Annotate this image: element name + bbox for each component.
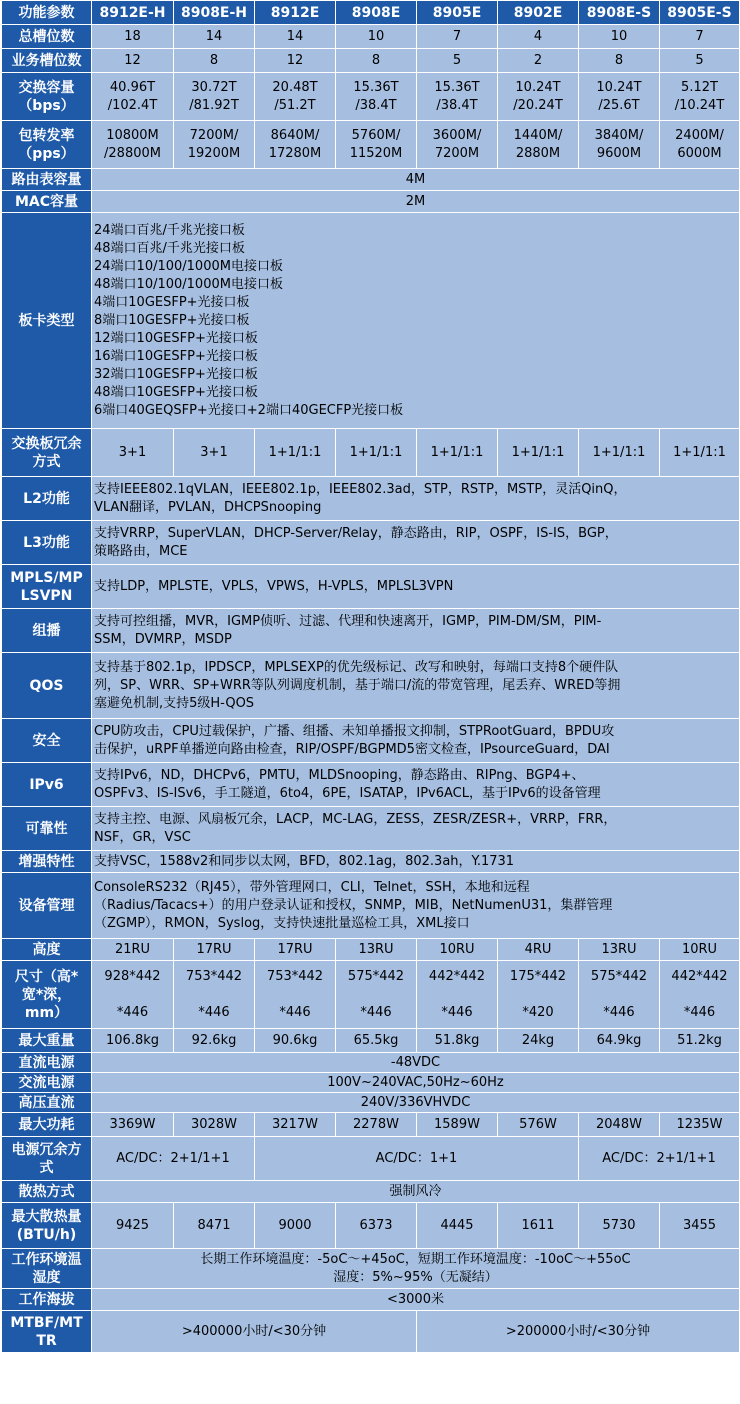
- size-value: [255, 961, 336, 1029]
- row-label: [2, 121, 92, 169]
- row-label: 业务槽位数: [2, 49, 92, 73]
- text-line: 击保护，uRPF单播逆向路由检查，RIP/OSPF/BGPMD5密文检查，IPsourceGuard，DAI: [94, 741, 610, 757]
- row-qos: [2, 653, 740, 719]
- cell-line: 10800M: [106, 127, 159, 143]
- power-redundancy-group-a: AC/DC：2+1/1+1: [92, 1137, 255, 1181]
- text-line: 支持LDP，MPLSTE，VPLS，VPWS，H-VPLS，MPLSL3VPN: [94, 578, 454, 594]
- forwarding-rate-value: [255, 121, 336, 169]
- text-line: 策略路由，MCE: [94, 543, 188, 559]
- management-features: [92, 873, 740, 939]
- row-heat: [2, 1203, 740, 1249]
- row-weight: [2, 1029, 740, 1053]
- row-label: MAC容量: [2, 191, 92, 213]
- height-value: 17RU: [255, 939, 336, 961]
- cell-line: 7200M/: [189, 127, 239, 143]
- forwarding-rate-value: [417, 121, 498, 169]
- row-management: [2, 873, 740, 939]
- cell-line: /81.92T: [189, 97, 239, 113]
- height-value: 21RU: [92, 939, 174, 961]
- slot-count: 7: [660, 25, 740, 49]
- heat-value: 1611: [498, 1203, 579, 1249]
- service-slot-count: 2: [498, 49, 579, 73]
- slot-count: 10: [579, 25, 660, 49]
- row-reliability: [2, 807, 740, 851]
- row-label-line: （pps）: [18, 145, 75, 162]
- cell-line: 5760M/: [351, 127, 401, 143]
- row-label: 高度: [2, 939, 92, 961]
- row-label: 最大重量: [2, 1029, 92, 1053]
- row-label-line: 包转发率: [18, 127, 75, 144]
- switch-redundancy-value: 1+1/1:1: [336, 429, 417, 477]
- row-label: 工作海拔: [2, 1289, 92, 1311]
- cell-line: *446: [360, 1004, 392, 1020]
- cell-line: [94, 986, 171, 1004]
- row-label: [2, 1137, 92, 1181]
- cell-line: /38.4T: [436, 97, 478, 113]
- cell-line: 753*442: [266, 968, 324, 984]
- text-line: 24端口百兆/千兆光接口板: [94, 222, 245, 238]
- row-label-line: 湿度: [32, 1269, 61, 1286]
- cell-line: 442*442: [671, 968, 728, 984]
- row-ac-power: [2, 1073, 740, 1093]
- text-line: 支持VRRP，SuperVLAN，DHCP-Server/Relay，静态路由，RIP，OSPF，IS-IS，BGP，: [94, 525, 618, 541]
- text-line: 6端口40GEQSFP+光接口+2端口40GECFP光接口板: [94, 402, 404, 418]
- cell-line: 928*442: [104, 968, 161, 984]
- row-multicast: [2, 609, 740, 653]
- model-header: 8908E-S: [579, 1, 660, 25]
- altitude-value: <3000米: [92, 1289, 740, 1311]
- text-line: （ZGMP），RMON，Syslog，支持快速批量巡检工具，XML接口: [94, 915, 470, 931]
- cell-line: 575*442: [347, 968, 405, 984]
- row-label-line: 交换板冗余: [11, 435, 82, 452]
- mpls-features: [92, 565, 740, 609]
- row-environment: [2, 1249, 740, 1289]
- slot-count: 10: [336, 25, 417, 49]
- row-label: 最大功耗: [2, 1113, 92, 1137]
- route-table-value: 4M: [92, 169, 740, 191]
- cell-line: /20.24T: [513, 97, 563, 113]
- cell-line: 9600M: [596, 145, 642, 161]
- row-mac: [2, 191, 740, 213]
- row-label: 板卡类型: [2, 213, 92, 429]
- cell-line: *446: [603, 1004, 635, 1020]
- spec-table: [1, 0, 740, 1353]
- text-line: 支持IEEE802.1qVLAN，IEEE802.1p，IEEE802.3ad，STP，RSTP，MSTP，灵活QinQ，: [94, 481, 627, 497]
- cell-line: 7200M: [434, 145, 480, 161]
- text-line: 支持VSC，1588v2和同步以太网，BFD，802.1ag，802.3ah，Y.1731: [94, 853, 515, 869]
- row-label: [2, 73, 92, 121]
- max-power-value: 576W: [498, 1113, 579, 1137]
- forwarding-rate-value: [660, 121, 740, 169]
- text-line: OSPFv3、IS-ISv6，手工隧道，6to4，6PE，ISATAP，IPv6ACL，基于IPv6的设备管理: [94, 785, 601, 801]
- row-label-line: MPLS/MP: [10, 569, 83, 586]
- weight-value: 24kg: [498, 1029, 579, 1053]
- row-label-line: 工作环境温: [11, 1251, 82, 1268]
- service-slot-count: 12: [255, 49, 336, 73]
- size-value: [579, 961, 660, 1029]
- cell-line: 575*442: [590, 968, 648, 984]
- row-label-line: 尺寸（高*: [14, 968, 79, 985]
- height-value: 13RU: [579, 939, 660, 961]
- switch-redundancy-value: 1+1/1:1: [417, 429, 498, 477]
- row-label: [2, 1203, 92, 1249]
- text-line: 16端口10GESFP+光接口板: [94, 348, 258, 364]
- max-power-value: 3369W: [92, 1113, 174, 1137]
- switch-redundancy-value: 1+1/1:1: [498, 429, 579, 477]
- enhanced-features: [92, 851, 740, 873]
- row-label: 增强特性: [2, 851, 92, 873]
- switch-redundancy-value: 1+1/1:1: [255, 429, 336, 477]
- switch-capacity-value: [336, 73, 417, 121]
- cell-line: 11520M: [349, 145, 403, 161]
- switch-capacity-value: [174, 73, 255, 121]
- forwarding-rate-value: [498, 121, 579, 169]
- model-header: 8902E: [498, 1, 579, 25]
- qos-features: [92, 653, 740, 719]
- height-value: 13RU: [336, 939, 417, 961]
- security-features: [92, 719, 740, 763]
- reliability-features: [92, 807, 740, 851]
- text-line: SSM，DVMRP，MSDP: [94, 631, 232, 647]
- row-label: QOS: [2, 653, 92, 719]
- row-l2: [2, 477, 740, 521]
- text-line: 48端口10/100/1000M电接口板: [94, 276, 283, 292]
- switch-capacity-value: [579, 73, 660, 121]
- l2-features: [92, 477, 740, 521]
- switch-redundancy-value: 1+1/1:1: [660, 429, 740, 477]
- switch-capacity-value: [660, 73, 740, 121]
- text-line: 支持主控、电源、风扇板冗余，LACP，MC-LAG，ZESS，ZESR/ZESR+，VRRP，FRR，: [94, 811, 617, 827]
- service-slot-count: 5: [660, 49, 740, 73]
- cell-line: 8640M/: [270, 127, 320, 143]
- heat-value: 8471: [174, 1203, 255, 1249]
- service-slot-count: 5: [417, 49, 498, 73]
- switch-redundancy-value: 3+1: [174, 429, 255, 477]
- cell-line: /38.4T: [355, 97, 397, 113]
- weight-value: 51.8kg: [417, 1029, 498, 1053]
- row-l3: [2, 521, 740, 565]
- forwarding-rate-value: [174, 121, 255, 169]
- height-value: 10RU: [660, 939, 740, 961]
- cell-line: 2400M/: [675, 127, 724, 143]
- text-line: VLAN翻译，PVLAN，DHCPSnooping: [94, 499, 322, 515]
- slot-count: 7: [417, 25, 498, 49]
- text-line: 24端口10/100/1000M电接口板: [94, 258, 283, 274]
- row-label-line: 宽*深，: [21, 986, 72, 1003]
- text-line: 8端口10GESFP+光接口板: [94, 312, 250, 328]
- row-label: 直流电源: [2, 1053, 92, 1073]
- row-label-line: 方式: [32, 453, 61, 470]
- cell-line: [338, 986, 414, 1004]
- row-label: 散热方式: [2, 1181, 92, 1203]
- forwarding-rate-value: [92, 121, 174, 169]
- cell-line: *446: [441, 1004, 473, 1020]
- cell-line: [176, 986, 252, 1004]
- row-label: 交流电源: [2, 1073, 92, 1093]
- row-label: 路由表容量: [2, 169, 92, 191]
- switch-redundancy-value: 3+1: [92, 429, 174, 477]
- row-label: 总槽位数: [2, 25, 92, 49]
- switch-capacity-value: [92, 73, 174, 121]
- row-max-power: [2, 1113, 740, 1137]
- row-mpls: [2, 565, 740, 609]
- row-label: [2, 565, 92, 609]
- cell-line: 19200M: [187, 145, 241, 161]
- model-header: 8908E-H: [174, 1, 255, 25]
- cell-line: 30.72T: [191, 79, 237, 95]
- height-value: 17RU: [174, 939, 255, 961]
- max-power-value: 1589W: [417, 1113, 498, 1137]
- cell-line: *446: [116, 1004, 149, 1020]
- cell-line: 40.96T: [109, 79, 156, 95]
- cell-line: 175*442: [509, 968, 567, 984]
- max-power-value: 2048W: [579, 1113, 660, 1137]
- cooling-value: 强制风冷: [92, 1181, 740, 1203]
- row-ipv6: [2, 763, 740, 807]
- cell-line: /102.4T: [107, 97, 158, 113]
- cell-line: 10.24T: [596, 79, 642, 95]
- row-label-line: TR: [36, 1332, 57, 1349]
- weight-value: 51.2kg: [660, 1029, 740, 1053]
- model-header: 8905E: [417, 1, 498, 25]
- heat-value: 6373: [336, 1203, 417, 1249]
- row-label: L3功能: [2, 521, 92, 565]
- model-header: 8912E-H: [92, 1, 174, 25]
- cell-line: 6000M: [677, 145, 722, 161]
- cell-line: [581, 986, 657, 1004]
- cell-line: 442*442: [428, 968, 486, 984]
- slot-count: 14: [255, 25, 336, 49]
- row-label: [2, 1249, 92, 1289]
- text-line: 塞避免机制,支持5级H-QOS: [94, 695, 255, 711]
- weight-value: 92.6kg: [174, 1029, 255, 1053]
- cell-line: 3840M/: [594, 127, 644, 143]
- forwarding-rate-value: [336, 121, 417, 169]
- dc-power-value: -48VDC: [92, 1053, 740, 1073]
- row-label: 安全: [2, 719, 92, 763]
- row-label: 高压直流: [2, 1093, 92, 1113]
- max-power-value: 3217W: [255, 1113, 336, 1137]
- service-slot-count: 8: [579, 49, 660, 73]
- row-hvdc: [2, 1093, 740, 1113]
- row-label: [2, 429, 92, 477]
- row-security: [2, 719, 740, 763]
- size-value: [417, 961, 498, 1029]
- row-label-line: (BTU/h): [16, 1226, 77, 1243]
- size-value: [336, 961, 417, 1029]
- weight-value: 65.5kg: [336, 1029, 417, 1053]
- row-size: [2, 961, 740, 1029]
- cell-line: [662, 986, 737, 1004]
- cell-line: 15.36T: [353, 79, 399, 95]
- cell-line: [419, 986, 495, 1004]
- switch-capacity-value: [498, 73, 579, 121]
- row-label: IPv6: [2, 763, 92, 807]
- row-label: L2功能: [2, 477, 92, 521]
- slot-count: 14: [174, 25, 255, 49]
- row-route-table: [2, 169, 740, 191]
- row-label-line: MTBF/MT: [10, 1314, 83, 1331]
- size-value: [174, 961, 255, 1029]
- row-altitude: [2, 1289, 740, 1311]
- row-label-line: 最大散热量: [11, 1208, 82, 1225]
- header-label: 功能参数: [2, 1, 92, 25]
- cell-line: 17280M: [268, 145, 322, 161]
- model-header: 8905E-S: [660, 1, 740, 25]
- heat-value: 9000: [255, 1203, 336, 1249]
- mac-value: 2M: [92, 191, 740, 213]
- switch-redundancy-value: 1+1/1:1: [579, 429, 660, 477]
- multicast-features: [92, 609, 740, 653]
- max-power-value: 3028W: [174, 1113, 255, 1137]
- row-service-slots: [2, 49, 740, 73]
- cell-line: *446: [279, 1004, 311, 1020]
- cell-line: 5.12T: [681, 79, 718, 95]
- text-line: NSF，GR，VSC: [94, 829, 191, 845]
- row-label-line: （bps）: [18, 97, 75, 114]
- text-line: 4端口10GESFP+光接口板: [94, 294, 250, 310]
- row-label: 可靠性: [2, 807, 92, 851]
- row-total-slots: [2, 25, 740, 49]
- cell-line: 10.24T: [515, 79, 561, 95]
- cell-line: /51.2T: [274, 97, 316, 113]
- heat-value: 5730: [579, 1203, 660, 1249]
- max-power-value: 2278W: [336, 1113, 417, 1137]
- weight-value: 64.9kg: [579, 1029, 660, 1053]
- row-label: 设备管理: [2, 873, 92, 939]
- text-line: CPU防攻击，CPU过载保护，广播、组播、未知单播报文抑制，STPRootGuard，BPDU攻: [94, 723, 615, 739]
- cell-line: 3600M/: [432, 127, 482, 143]
- size-value: [660, 961, 740, 1029]
- text-line: 列，SP、WRR、SP+WRR等队列调度机制，基于端口/流的带宽管理，尾丢弃、WRED等拥: [94, 677, 621, 693]
- cell-line: 15.36T: [434, 79, 480, 95]
- cell-line: *446: [198, 1004, 230, 1020]
- row-board-types: [2, 213, 740, 429]
- heat-value: 3455: [660, 1203, 740, 1249]
- cell-line: 20.48T: [272, 79, 318, 95]
- row-label-line: 交换容量: [18, 79, 75, 96]
- cell-line: /28800M: [104, 145, 161, 161]
- cell-line: [257, 986, 333, 1004]
- power-redundancy-group-c: AC/DC：2+1/1+1: [579, 1137, 740, 1181]
- text-line: 12端口10GESFP+光接口板: [94, 330, 258, 346]
- row-label: 组播: [2, 609, 92, 653]
- row-dc-power: [2, 1053, 740, 1073]
- text-line: （Radius/Tacacs+）的用户登录认证和授权，SNMP，MIB，NetNumenU31，集群管理: [94, 897, 613, 913]
- environment-value: [92, 1249, 740, 1289]
- text-line: 湿度：5%~95%（无凝结）: [333, 1269, 498, 1285]
- forwarding-rate-value: [579, 121, 660, 169]
- text-line: 支持基于802.1p，IPDSCP，MPLSEXP的优先级标记、改写和映射，每端口支持8个硬件队: [94, 659, 619, 675]
- text-line: 支持IPv6，ND，DHCPv6，PMTU，MLDSnooping，静态路由、RIPng、BGP4+、: [94, 767, 585, 783]
- mtbf-group-a: >400000小时/<30分钟: [92, 1311, 417, 1353]
- ipv6-features: [92, 763, 740, 807]
- row-label-line: mm）: [24, 1004, 69, 1021]
- text-line: 支持可控组播，MVR，IGMP侦听、过滤、代理和快速离开，IGMP，PIM-DM/SM，PIM-: [94, 613, 602, 629]
- slot-count: 4: [498, 25, 579, 49]
- row-label-line: LSVPN: [20, 587, 73, 604]
- row-switch-redundancy: [2, 429, 740, 477]
- header-row: [2, 1, 740, 25]
- row-label: [2, 1311, 92, 1353]
- text-line: ConsoleRS232（RJ45），带外管理网口，CLI，Telnet，SSH，本地和远程: [94, 879, 530, 895]
- l3-features: [92, 521, 740, 565]
- cell-line: /25.6T: [598, 97, 640, 113]
- row-enhanced: [2, 851, 740, 873]
- text-line: 32端口10GESFP+光接口板: [94, 366, 258, 382]
- text-line: 48端口10GESFP+光接口板: [94, 384, 258, 400]
- text-line: 48端口百兆/千兆光接口板: [94, 240, 245, 256]
- heat-value: 4445: [417, 1203, 498, 1249]
- switch-capacity-value: [417, 73, 498, 121]
- cell-line: [500, 986, 576, 1004]
- row-label: [2, 961, 92, 1029]
- slot-count: 18: [92, 25, 174, 49]
- cell-line: *446: [683, 1004, 716, 1020]
- power-redundancy-group-b: AC/DC：1+1: [255, 1137, 579, 1181]
- weight-value: 90.6kg: [255, 1029, 336, 1053]
- service-slot-count: 8: [174, 49, 255, 73]
- size-value: [498, 961, 579, 1029]
- text-line: 长期工作环境温度：-5oC～+45oC，短期工作环境温度：-10oC～+55oC: [200, 1251, 631, 1267]
- row-switch-capacity: [2, 73, 740, 121]
- cell-line: *420: [522, 1004, 554, 1020]
- row-label-line: 电源冗余方: [11, 1141, 82, 1158]
- service-slot-count: 8: [336, 49, 417, 73]
- row-height: [2, 939, 740, 961]
- switch-capacity-value: [255, 73, 336, 121]
- board-types-list: [92, 213, 740, 429]
- row-forwarding-rate: [2, 121, 740, 169]
- row-mtbf: [2, 1311, 740, 1353]
- hvdc-value: 240V/336VHVDC: [92, 1093, 740, 1113]
- cell-line: 2880M: [515, 145, 561, 161]
- cell-line: 1440M/: [513, 127, 563, 143]
- size-value: [92, 961, 174, 1029]
- model-header: 8912E: [255, 1, 336, 25]
- mtbf-group-b: >200000小时/<30分钟: [417, 1311, 740, 1353]
- model-header: 8908E: [336, 1, 417, 25]
- ac-power-value: 100V~240VAC,50Hz~60Hz: [92, 1073, 740, 1093]
- weight-value: 106.8kg: [92, 1029, 174, 1053]
- max-power-value: 1235W: [660, 1113, 740, 1137]
- cell-line: 753*442: [185, 968, 243, 984]
- row-power-redundancy: [2, 1137, 740, 1181]
- height-value: 4RU: [498, 939, 579, 961]
- row-cooling: [2, 1181, 740, 1203]
- heat-value: 9425: [92, 1203, 174, 1249]
- service-slot-count: 12: [92, 49, 174, 73]
- cell-line: /10.24T: [674, 97, 725, 113]
- row-label-line: 式: [39, 1159, 54, 1176]
- height-value: 10RU: [417, 939, 498, 961]
